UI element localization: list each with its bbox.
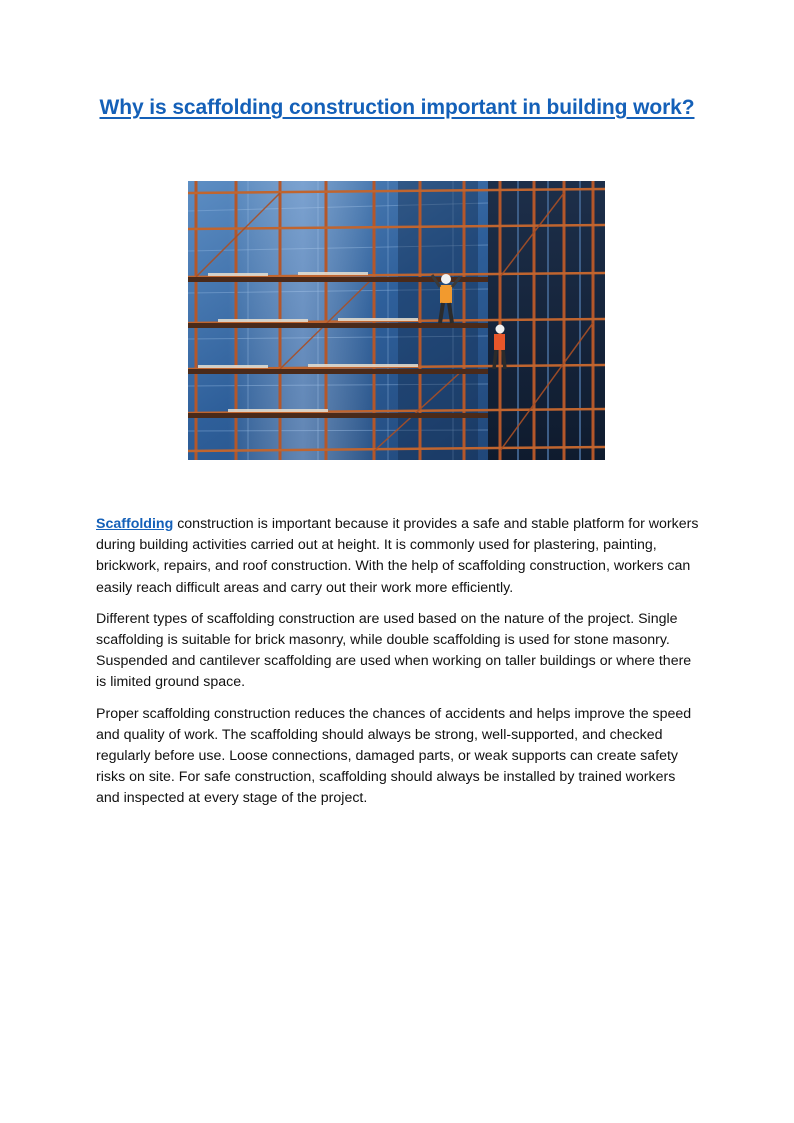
paragraph-types: Different types of scaffolding construction are used based on the nature of the project. Single scaffolding is suitable for brick masonry, while double scaffolding is used for stone masonry. Suspended and cantilever scaffolding are used when working on taller buildings or where there is limited ground space. <box>96 610 692 691</box>
scaffolding-link[interactable]: Scaffolding <box>96 516 174 532</box>
article-body <box>96 514 700 820</box>
page-title[interactable] <box>0 96 794 120</box>
title-link[interactable]: Why is scaffolding construction important in building work? <box>99 96 695 119</box>
scaffolding-photo <box>188 181 605 460</box>
paragraph-intro-text: construction is important because it provides a safe and stable platform for workers during building activities carried out at height. It is commonly used for plastering, painting, brickwork, repairs, and roof construction. With the help of scaffolding construction, workers can easily reach difficult areas and carry out their work more efficiently. <box>96 516 699 596</box>
paragraph-intro <box>96 514 700 599</box>
paragraph-safety: Proper scaffolding construction reduces the chances of accidents and helps improve the speed and quality of work. The scaffolding should always be strong, well-supported, and checked regularly before use. Loose connections, damaged parts, or weak supports can create safety risks on site. For safe construction, scaffolding should always be installed by trained workers and inspected at every stage of the project. <box>96 705 692 807</box>
